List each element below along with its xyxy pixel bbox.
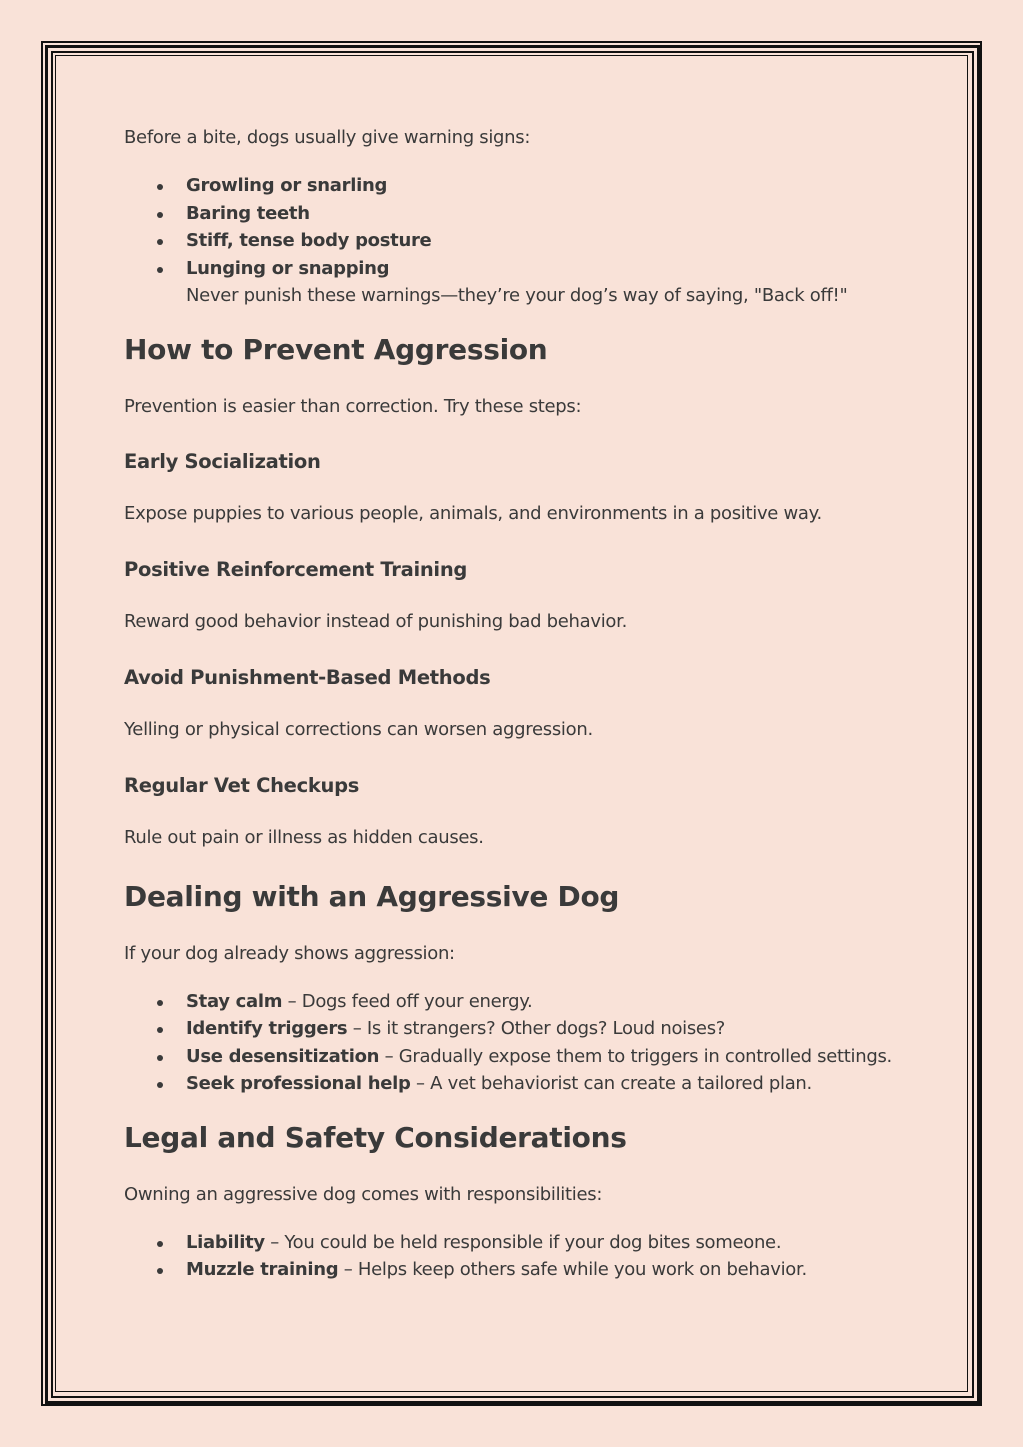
list-item: Identify triggers – Is it strangers? Other dogs? Loud noises? [124,1015,914,1043]
list-item: Use desensitization – Gradually expose them to triggers in controlled settings. [124,1043,914,1071]
warning-note: Never punish these warnings—they’re your dog’s way of saying, "Back off!" [186,285,848,306]
list-item: Stiff, tense body posture [124,227,914,255]
subheading: Early Socialization [124,449,321,473]
list-item: Muzzle training – Helps keep others safe while you work on behavior. [124,1256,914,1284]
legal-intro: Owning an aggressive dog comes with responsibilities: [124,1183,603,1205]
document-body [124,120,914,1284]
list-item: Stay calm – Dogs feed off your energy. [124,988,914,1016]
dealing-intro: If your dog already shows aggression: [124,942,455,964]
list-item: Liability – You could be held responsible if your dog bites someone. [124,1229,914,1257]
subheading: Avoid Punishment-Based Methods [124,665,491,689]
warning-signs-list [124,172,914,310]
subsection-text: Expose puppies to various people, animals, and environments in a positive way. [124,502,822,524]
list-item: Baring teeth [124,200,914,228]
warning-intro: Before a bite, dogs usually give warning signs: [124,127,531,148]
subsection-text: Reward good behavior instead of punishing bad behavior. [124,610,628,632]
prevent-intro: Prevention is easier than correction. Try these steps: [124,395,582,417]
subsection-text: Rule out pain or illness as hidden causes. [124,826,484,848]
list-item: Seek professional help – A vet behaviorist can create a tailored plan. [124,1070,914,1098]
subsection-text: Yelling or physical corrections can worsen aggression. [124,718,593,740]
section-heading-dealing: Dealing with an Aggressive Dog [124,879,620,913]
list-item: Growling or snarling [124,172,914,200]
section-heading-prevent: How to Prevent Aggression [124,332,548,366]
list-item: Lunging or snapping Never punish these warnings—they’re your dog’s way of saying, "Back off!" [124,255,914,310]
legal-list [124,1229,914,1284]
dealing-list [124,988,914,1098]
subheading: Regular Vet Checkups [124,773,360,797]
section-heading-legal: Legal and Safety Considerations [124,1120,627,1154]
subheading: Positive Reinforcement Training [124,557,468,581]
